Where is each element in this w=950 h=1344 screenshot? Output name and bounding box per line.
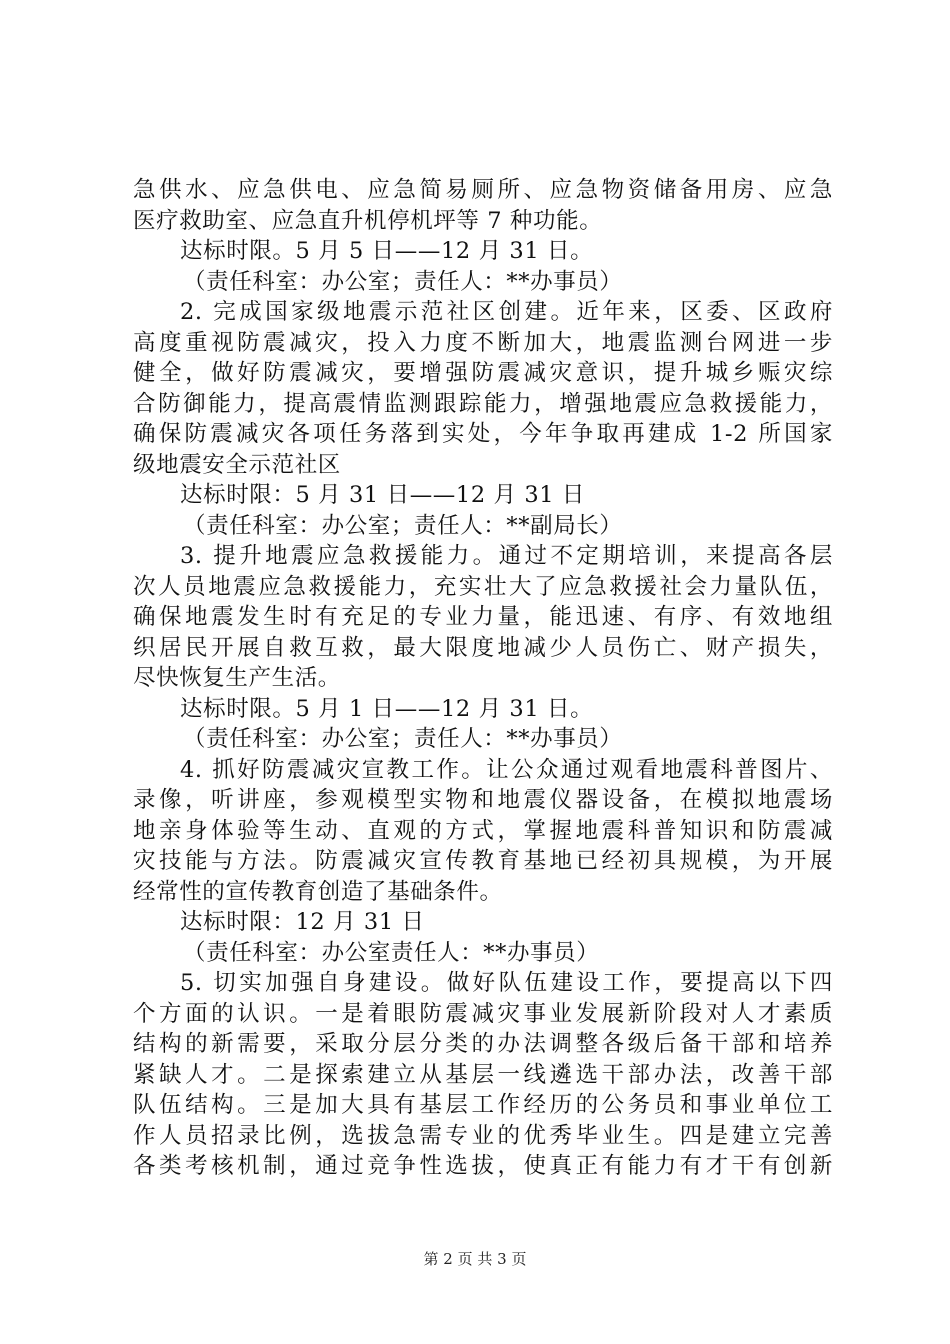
responsibility-line: （责任科室：办公室；责任人：**副局长） [183,512,623,539]
item-heading-line: 2. 完成国家级地震示范社区创建。近年来，区委、区政府 [180,299,833,325]
text-line: 结构的新需要，采取分层分类的办法调整各级后备干部和培养 [133,1031,833,1057]
item-heading-line: 4. 抓好防震减灾宣教工作。让公众通过观看地震科普图片、 [180,756,833,783]
text-line: 急供水、应急供电、应急简易厕所、应急物资储备用房、应急 [133,177,833,203]
deadline-line: 达标时限：5 月 31 日——12 月 31 日 [180,482,586,508]
deadline-line: 达标时限。5 月 5 日——12 月 31 日。 [180,238,594,264]
document-body [133,175,833,1182]
text-line: 作人员招录比例，选拔急需专业的优秀毕业生。四是建立完善 [133,1122,833,1149]
page-number-footer: 第 2 页 共 3 页 [423,1250,527,1268]
text-line: 次人员地震应急救援能力，充实壮大了应急救援社会力量队伍， [133,573,833,600]
item-heading-line: 3. 提升地震应急救援能力。通过不定期培训，来提高各层 [180,543,833,569]
text-line: 医疗救助室、应急直升机停机坪等 7 种功能。 [133,207,603,234]
deadline-line: 达标时限。5 月 1 日——12 月 31 日。 [180,695,594,722]
text-line: 录像，听讲座，参观模型实物和地震仪器设备，在模拟地震场 [133,787,833,813]
text-line: 队伍结构。三是加大具有基层工作经历的公务员和事业单位工 [133,1092,833,1118]
text-line: 个方面的认识。一是着眼防震减灾事业发展新阶段对人才素质 [133,1000,833,1027]
text-line: 确保防震减灾各项任务落到实处，今年争取再建成 1-2 所国家 [133,421,833,447]
text-line: 经常性的宣传教育创造了基础条件。 [133,878,503,905]
text-line: 地亲身体验等生动、直观的方式，掌握地震科普知识和防震减 [133,817,833,844]
text-line: 级地震安全示范社区 [133,451,341,478]
text-line: 紧缺人才。二是探索建立从基层一线遴选干部办法，改善干部 [133,1061,833,1088]
responsibility-line: （责任科室：办公室；责任人：**办事员） [183,268,623,295]
text-line: 灾技能与方法。防震减灾宣传教育基地已经初具规模，为开展 [133,848,833,874]
text-line: 高度重视防震减灾，投入力度不断加大，地震监测台网进一步 [133,329,833,356]
responsibility-line: （责任科室：办公室；责任人：**办事员） [183,726,623,752]
text-line: 各类考核机制，通过竞争性选拔，使真正有能力有才干有创新 [133,1153,833,1179]
text-line: 健全，做好防震减灾，要增强防震减灾意识，提升城乡赈灾综 [133,360,833,386]
text-line: 合防御能力，提高震情监测跟踪能力，增强地震应急救援能力， [133,390,833,417]
text-line: 确保地震发生时有充足的专业力量，能迅速、有序、有效地组 [133,604,833,630]
deadline-line: 达标时限：12 月 31 日 [180,909,425,935]
responsibility-line: （责任科室：办公室责任人：**办事员） [183,939,600,966]
item-heading-line: 5. 切实加强自身建设。做好队伍建设工作，要提高以下四 [180,970,833,996]
text-line: 尽快恢复生产生活。 [133,665,341,691]
text-line: 织居民开展自救互救，最大限度地减少人员伤亡、财产损失， [133,634,833,661]
